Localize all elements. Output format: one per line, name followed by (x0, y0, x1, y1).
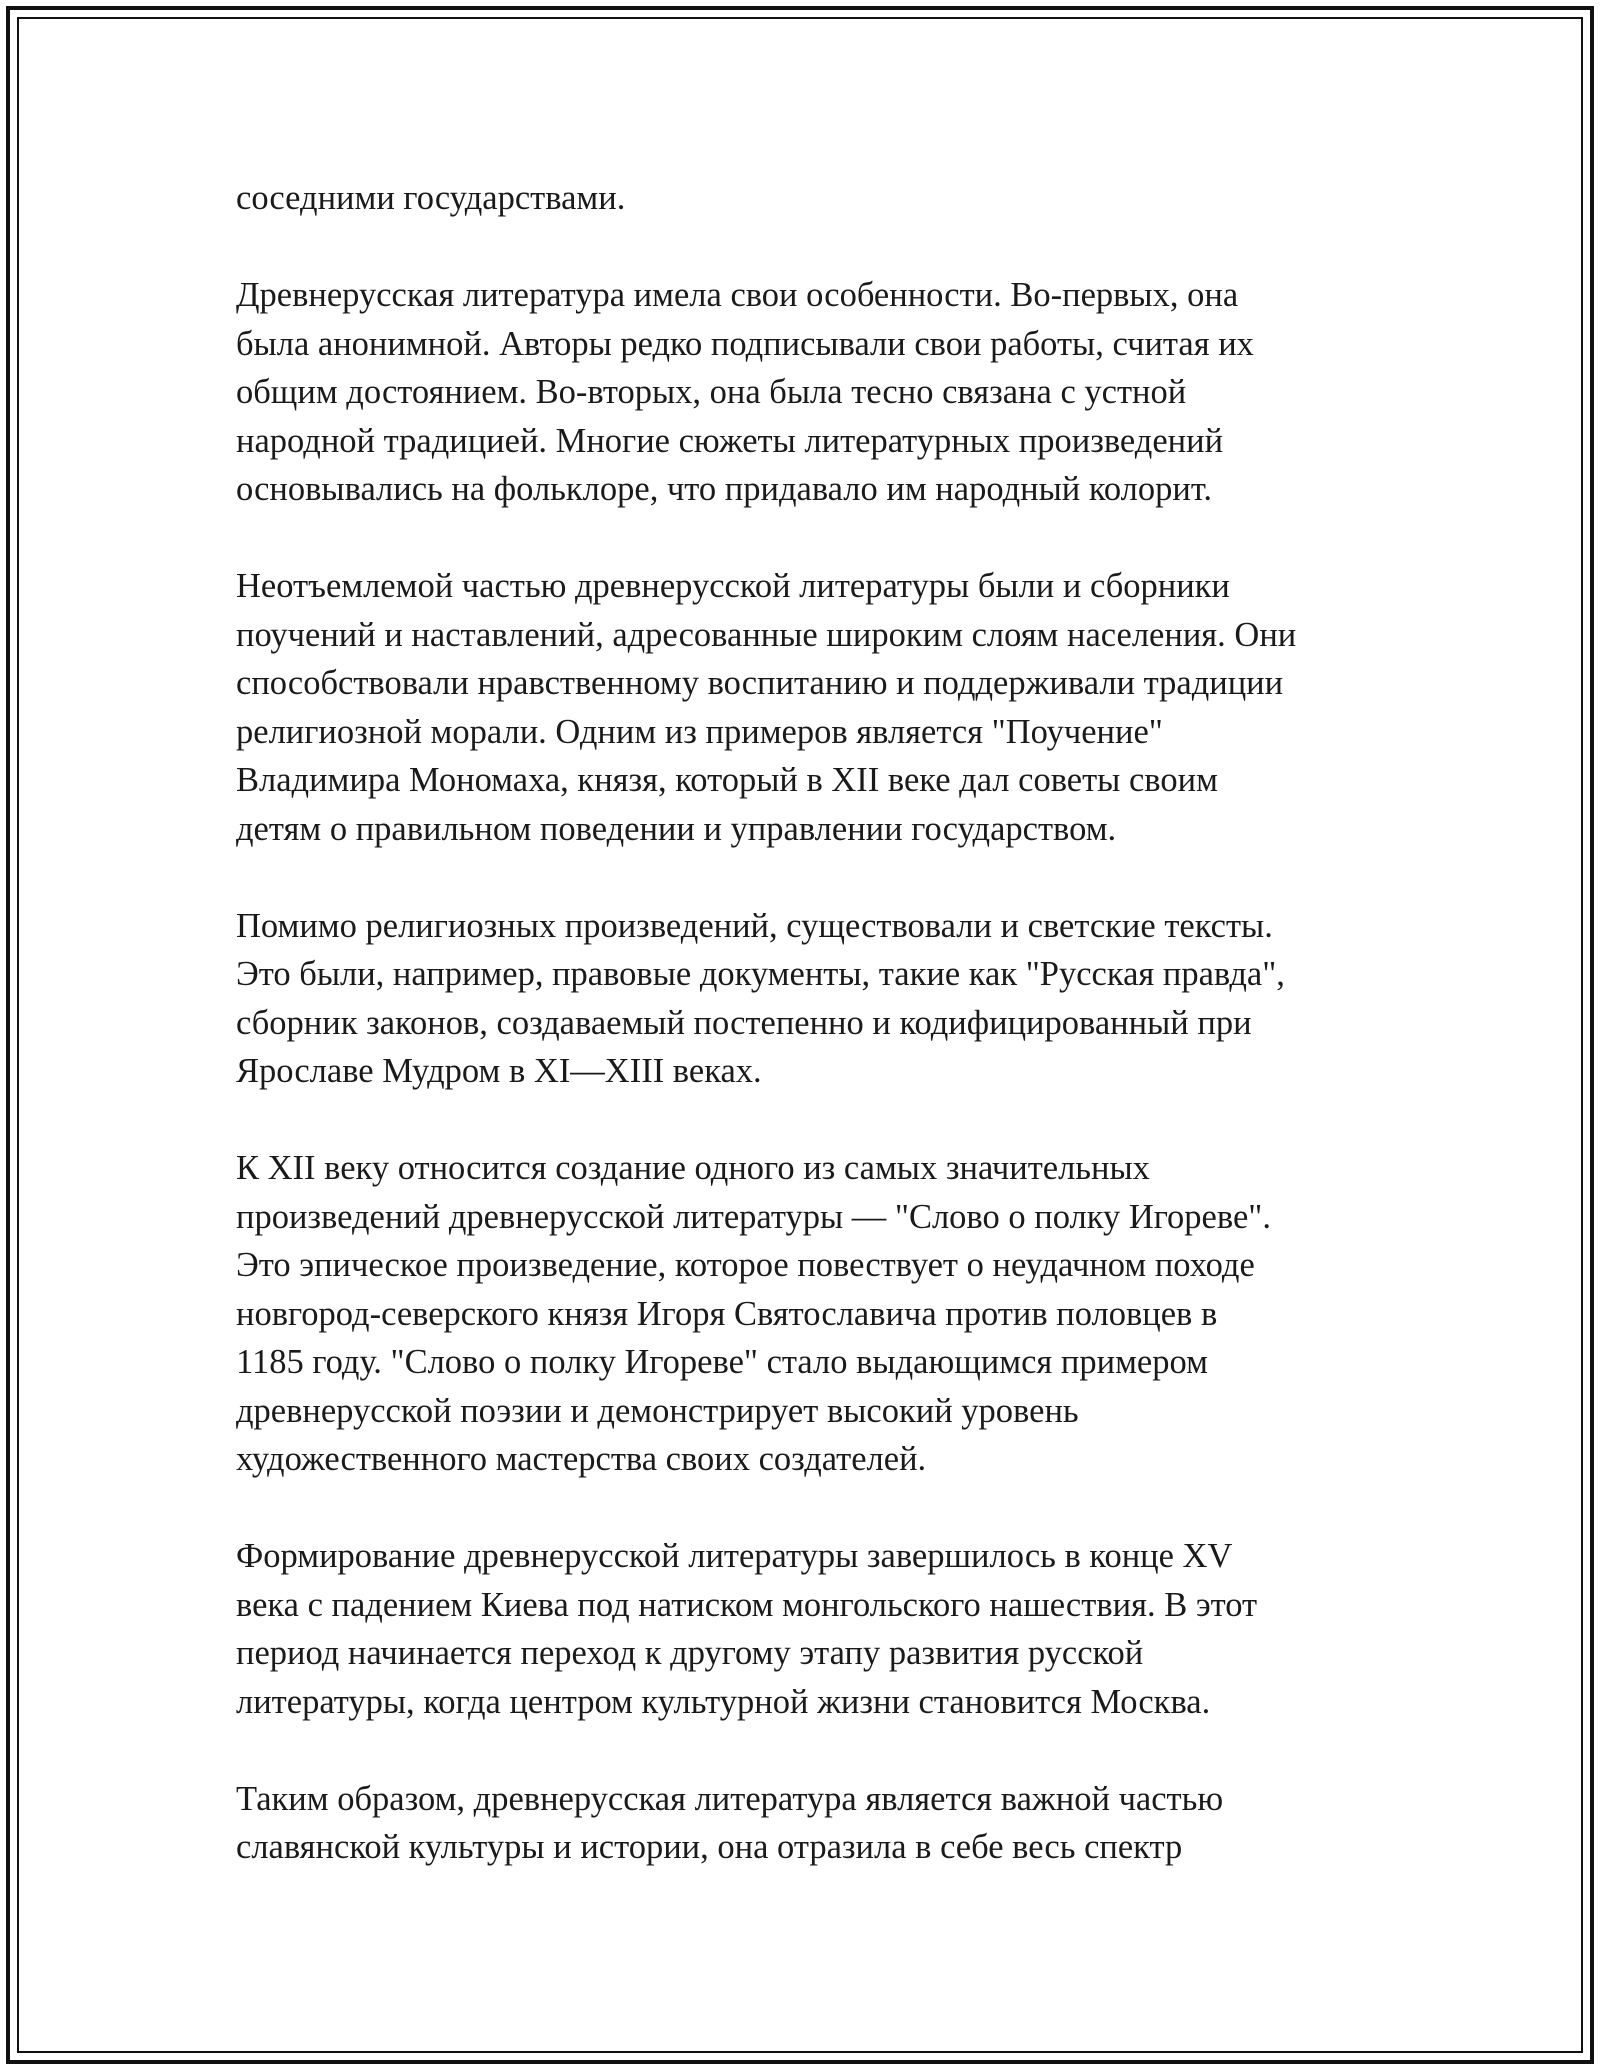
paragraph: Таким образом, древнерусская литература является важной частью славянской культуры и истории, она отразила в себе весь спектр (236, 1779, 1224, 1866)
paragraph: Древнерусская литература имела свои особенности. Во-первых, она была анонимной. Авторы редко подписывали свои работы, считая их общим достоянием. Во-вторых, она была тесно связана с устной народной традицией. Многие сюжеты литературных произведений основывались на фольклоре, что придавало им народный колорит. (236, 276, 1254, 508)
document-body (236, 174, 1396, 1872)
paragraph: К XII веку относится создание одного из самых значительных произведений древнерусской литературы — "Слово о полку Игореве". Это эпическое произведение, которое повествует о неудачном походе новгород-северского князя Игоря Святославича против половцев в 1185 году. "Слово о полку Игореве" стало выдающимся примером древнерусской поэзии и демонстрирует высокий уровень художественного мастерства своих создателей. (236, 1149, 1271, 1478)
paragraph: соседними государствами. (236, 179, 626, 217)
paragraph: Неотъемлемой частью древнерусской литературы были и сборники поучений и наставлений, адресованные широким слоям населения. Они способствовали нравственному воспитанию и поддерживали традиции религиозной морали. Одним из примеров является "Поучение" Владимира Мономаха, князя, который в XII веке дал советы своим детям о правильном поведении и управлении государством. (236, 567, 1297, 848)
paragraph: Формирование древнерусской литературы завершилось в конце XV века с падением Киева под натиском монгольского нашествия. В этот период начинается переход к другому этапу развития русской литературы, когда центром культурной жизни становится Москва. (236, 1537, 1258, 1721)
paragraph: Помимо религиозных произведений, существовали и светские тексты. Это были, например, правовые документы, такие как "Русская правда", сборник законов, создаваемый постепенно и кодифицированный при Ярославе Мудром в XI—XIII веках. (236, 906, 1285, 1090)
